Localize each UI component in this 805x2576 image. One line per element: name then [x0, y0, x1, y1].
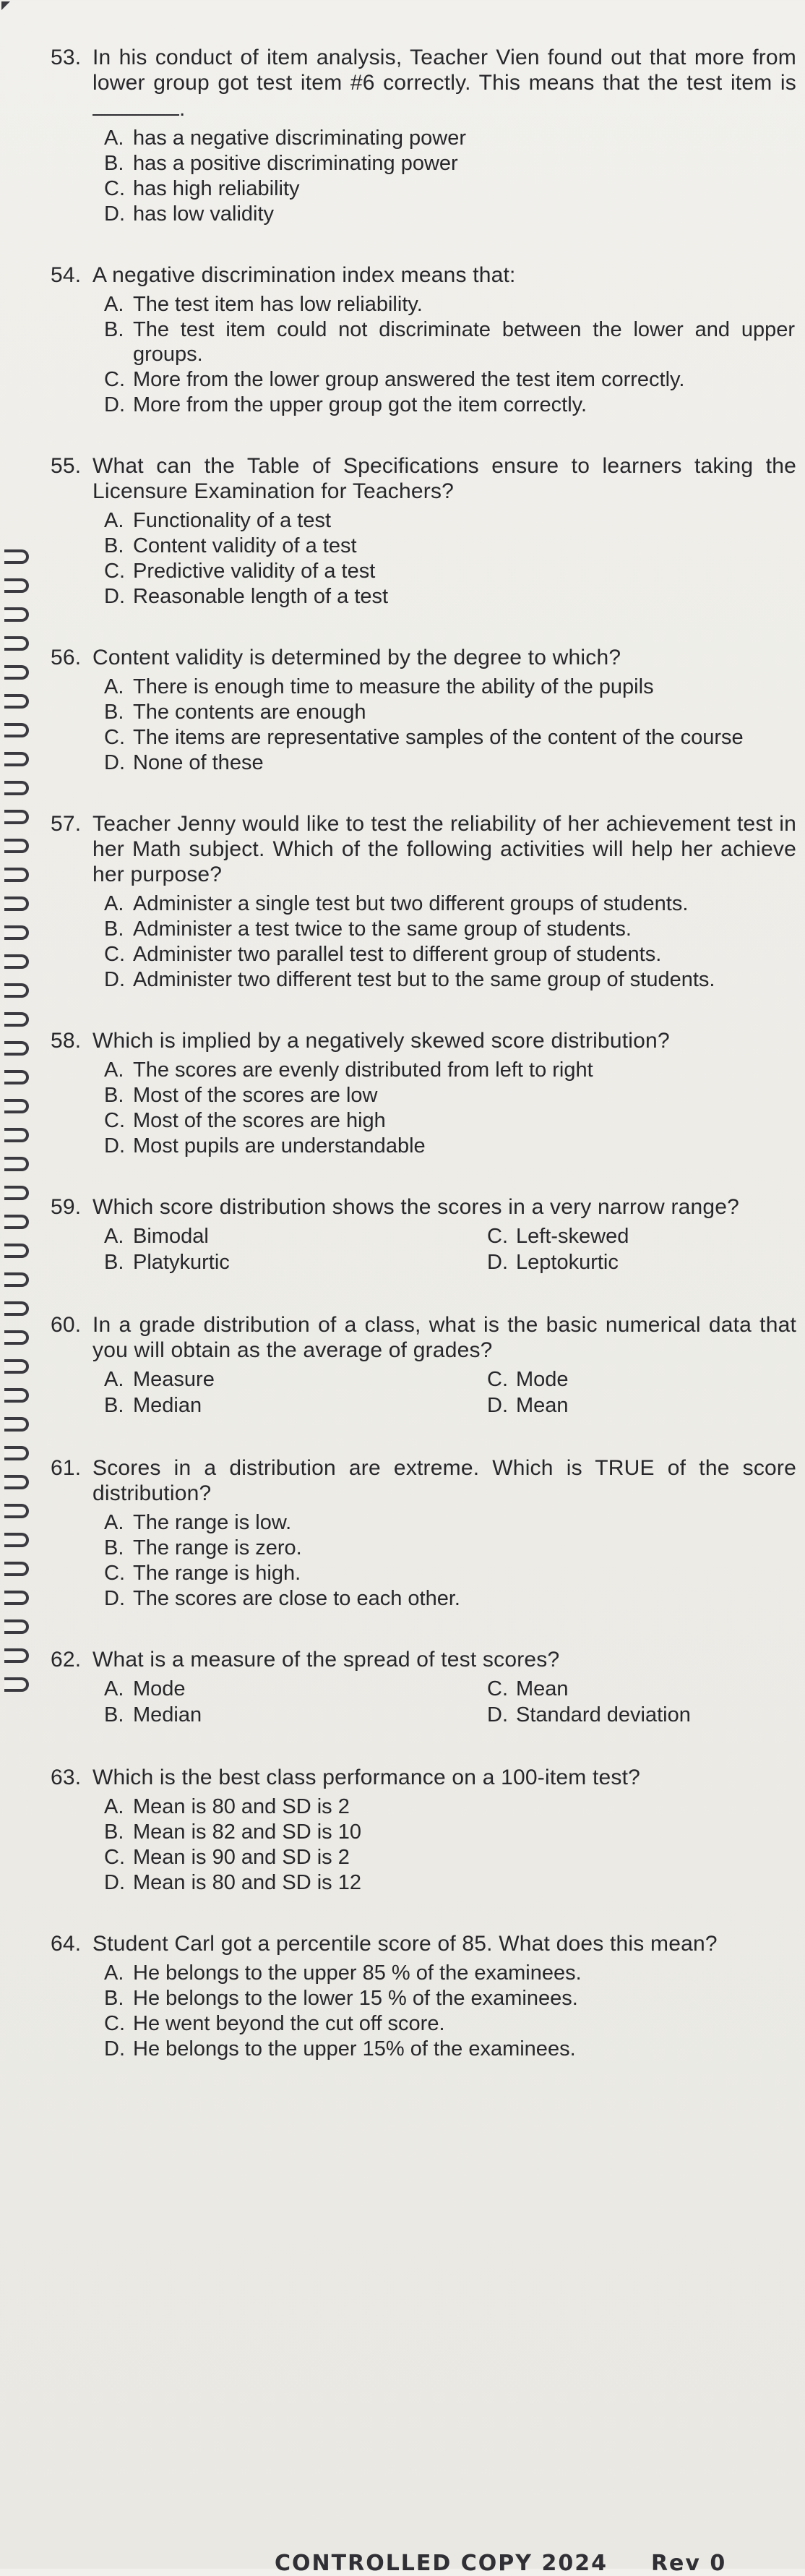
spiral-ring	[4, 868, 29, 882]
spiral-ring	[4, 694, 29, 709]
answer-choice	[92, 700, 802, 724]
choice-letter: D.	[104, 1587, 125, 1610]
choice-text: The test item has low reliability.	[133, 293, 423, 316]
page-corner-mark	[0, 0, 29, 29]
question-item	[51, 453, 802, 609]
choice-letter: B.	[104, 152, 124, 175]
choice-text: There is enough time to measure the ability of the pupils	[133, 675, 654, 698]
spiral-ring	[4, 1330, 29, 1345]
answer-choice	[475, 1367, 779, 1392]
question-stem	[92, 1028, 802, 1053]
question-stem	[92, 1765, 802, 1790]
spiral-ring	[4, 1475, 29, 1489]
choice-text: He went beyond the cut off score.	[133, 2012, 445, 2035]
choice-letter: A.	[104, 892, 124, 915]
question-stem-text: Teacher Jenny would like to test the reliability of her achievement test in her Math subject. Which of the following activities will help her achieve her purpose?	[92, 812, 796, 886]
spiral-ring	[4, 1388, 29, 1403]
choice-text: He belongs to the upper 85 % of the examinees.	[133, 1961, 582, 1985]
choice-letter: C.	[104, 726, 125, 749]
answer-choice	[92, 1820, 802, 1844]
question-header	[51, 45, 802, 121]
choice-list	[92, 1058, 802, 1158]
footer-revision: Rev 0	[650, 2551, 727, 2576]
question-number: 56.	[51, 646, 82, 669]
question-stem-end: .	[179, 97, 186, 121]
choice-letter: A.	[104, 1225, 124, 1248]
choice-text: Mean	[516, 1394, 569, 1417]
spiral-ring	[4, 1417, 29, 1432]
question-stem-text: What is a measure of the spread of test scores?	[92, 1648, 560, 1672]
answer-choice	[92, 1393, 475, 1418]
footer-controlled-copy: CONTROLLED COPY 2024	[275, 2551, 608, 2576]
question-item	[51, 811, 802, 992]
choice-text: Mean is 82 and SD is 10	[133, 1820, 361, 1844]
answer-choice	[92, 1083, 802, 1108]
choice-letter: B.	[104, 917, 124, 941]
spiral-ring	[4, 1677, 29, 1692]
choice-letter: C.	[487, 1225, 508, 1248]
choice-letter: D.	[104, 1871, 125, 1894]
answer-choice	[475, 1677, 779, 1701]
answer-choice	[92, 1536, 802, 1560]
choice-letter: D.	[487, 1251, 508, 1274]
choice-text: Administer a test twice to the same group of students.	[133, 917, 632, 941]
choice-text: More from the upper group got the item correctly.	[133, 393, 587, 416]
choice-text: Platykurtic	[133, 1251, 230, 1274]
answer-choice	[92, 317, 802, 367]
choice-text: Leptokurtic	[516, 1251, 619, 1274]
choice-letter: B.	[104, 1820, 124, 1844]
spiral-ring	[4, 1099, 29, 1113]
choice-letter: B.	[104, 1084, 124, 1107]
choice-text: The test item could not discriminate between the lower and upper groups.	[133, 318, 795, 366]
choice-letter: C.	[104, 1846, 125, 1869]
choice-letter: C.	[104, 560, 125, 583]
question-stem-text: Content validity is determined by the degree to which?	[92, 646, 621, 669]
answer-choice	[92, 1058, 802, 1082]
spiral-ring	[4, 897, 29, 911]
question-sheet	[51, 45, 802, 2097]
question-number: 57.	[51, 812, 82, 836]
spiral-ring	[4, 1215, 29, 1229]
answer-choice	[92, 292, 802, 317]
answer-choice	[92, 1108, 802, 1133]
answer-choice	[92, 1703, 475, 1727]
spiral-ring	[4, 1446, 29, 1460]
answer-choice	[92, 1986, 802, 2011]
choice-text: Mean is 80 and SD is 2	[133, 1795, 350, 1818]
question-header	[51, 1028, 802, 1053]
spiral-ring	[4, 607, 29, 622]
answer-choice	[92, 202, 802, 226]
spiral-ring	[4, 1562, 29, 1576]
question-stem-text: Which score distribution shows the scores in a very narrow range?	[92, 1195, 740, 1219]
question-item	[51, 262, 802, 417]
choice-letter: B.	[104, 1394, 124, 1417]
choice-text: has a negative discriminating power	[133, 127, 467, 150]
choice-text: has a positive discriminating power	[133, 152, 458, 175]
spiral-ring	[4, 1157, 29, 1171]
spiral-ring	[4, 723, 29, 737]
question-header	[51, 1455, 802, 1506]
choice-letter: B.	[104, 1987, 124, 2010]
answer-choice	[92, 176, 802, 201]
question-number: 54.	[51, 263, 82, 287]
choice-text: Administer two different test but to the same group of students.	[133, 968, 715, 991]
question-stem-text: Student Carl got a percentile score of 85. What does this mean?	[92, 1932, 718, 1956]
choice-letter: A.	[104, 1961, 124, 1985]
answer-choice	[92, 1510, 802, 1535]
spiral-ring	[4, 636, 29, 651]
choice-letter: C.	[104, 1562, 125, 1585]
question-item	[51, 1765, 802, 1895]
question-item	[51, 1931, 802, 2061]
question-header	[51, 811, 802, 887]
question-header	[51, 1765, 802, 1790]
choice-letter: C.	[487, 1368, 508, 1391]
answer-choice	[92, 584, 802, 609]
choice-letter: C.	[104, 1109, 125, 1132]
answer-choice	[92, 1367, 475, 1392]
question-number: 63.	[51, 1766, 82, 1789]
choice-letter: A.	[104, 293, 124, 316]
choice-text: Functionality of a test	[133, 509, 332, 532]
spiral-ring	[4, 1272, 29, 1287]
question-number: 64.	[51, 1932, 82, 1956]
spiral-ring	[4, 1012, 29, 1027]
spiral-ring	[4, 1533, 29, 1547]
choice-text: The scores are close to each other.	[133, 1587, 460, 1610]
choice-letter: A.	[104, 509, 124, 532]
answer-choice	[92, 1677, 475, 1701]
spiral-ring	[4, 1619, 29, 1634]
question-number: 53.	[51, 46, 82, 69]
choice-text: Bimodal	[133, 1225, 209, 1248]
question-stem	[92, 1647, 802, 1672]
spiral-ring	[4, 810, 29, 824]
choice-text: Most pupils are understandable	[133, 1134, 426, 1158]
question-stem-text: A negative discrimination index means that:	[92, 263, 516, 287]
choice-text: Administer two parallel test to different group of students.	[133, 943, 662, 966]
choice-letter: A.	[104, 1511, 124, 1534]
footer	[275, 2551, 726, 2576]
choice-list	[92, 508, 802, 609]
question-number: 55.	[51, 454, 82, 478]
choice-list	[92, 891, 802, 992]
answer-choice	[92, 2037, 802, 2061]
answer-choice	[92, 126, 802, 150]
choice-text: Mean is 90 and SD is 2	[133, 1846, 350, 1869]
spiral-ring	[4, 1070, 29, 1084]
choice-text: Median	[133, 1394, 202, 1417]
question-item	[51, 1647, 802, 1729]
choice-list	[92, 1367, 802, 1419]
choice-letter: B.	[104, 701, 124, 724]
choice-text: He belongs to the upper 15% of the examinees.	[133, 2037, 576, 2061]
answer-choice	[92, 508, 802, 533]
choice-text: None of these	[133, 751, 264, 774]
spiral-ring	[4, 1504, 29, 1518]
answer-choice	[92, 967, 802, 992]
choice-text: Most of the scores are high	[133, 1109, 386, 1132]
choice-list	[92, 1510, 802, 1611]
question-header	[51, 1647, 802, 1672]
answer-choice	[92, 151, 802, 176]
choice-text: Left-skewed	[516, 1225, 629, 1248]
answer-choice	[92, 1870, 802, 1895]
choice-letter: A.	[104, 1795, 124, 1818]
choice-letter: D.	[104, 968, 125, 991]
choice-text: He belongs to the lower 15 % of the examinees.	[133, 1987, 578, 2010]
spiral-ring	[4, 1648, 29, 1663]
question-stem	[92, 645, 802, 670]
answer-choice	[92, 1586, 802, 1611]
answer-choice	[92, 1134, 802, 1158]
spiral-ring	[4, 1359, 29, 1374]
choice-list	[92, 675, 802, 775]
choice-letter: A.	[104, 127, 124, 150]
choice-text: The range is low.	[133, 1511, 292, 1534]
question-stem	[92, 1312, 802, 1363]
answer-choice	[475, 1703, 779, 1727]
question-header	[51, 645, 802, 670]
question-number: 60.	[51, 1313, 82, 1337]
answer-choice	[92, 559, 802, 583]
choice-text: Median	[133, 1703, 202, 1726]
question-item	[51, 1312, 802, 1419]
answer-choice	[92, 917, 802, 941]
spiral-ring	[4, 983, 29, 998]
choice-list	[92, 1794, 802, 1895]
choice-text: The scores are evenly distributed from left to right	[133, 1058, 593, 1082]
question-stem-text: Which is the best class performance on a 100-item test?	[92, 1766, 641, 1789]
choice-text: Reasonable length of a test	[133, 585, 389, 608]
choice-text: Most of the scores are low	[133, 1084, 378, 1107]
answer-choice	[92, 942, 802, 967]
choice-text: Mode	[133, 1677, 186, 1700]
answer-choice	[92, 1224, 475, 1249]
question-stem-text: In a grade distribution of a class, what is the basic numerical data that you will obtain as the average of grades?	[92, 1313, 796, 1362]
answer-choice	[475, 1250, 779, 1275]
spiral-ring	[4, 925, 29, 940]
choice-letter: A.	[104, 1677, 124, 1700]
choice-text: The contents are enough	[133, 701, 366, 724]
spiral-ring	[4, 1301, 29, 1316]
question-item	[51, 645, 802, 775]
choice-letter: B.	[104, 1536, 124, 1559]
answer-choice	[92, 534, 802, 558]
answer-choice	[92, 891, 802, 916]
choice-letter: D.	[104, 751, 125, 774]
choice-letter: B.	[104, 534, 124, 557]
choice-text: Mean is 80 and SD is 12	[133, 1871, 361, 1894]
question-number: 59.	[51, 1195, 82, 1219]
answer-choice	[475, 1224, 779, 1249]
choice-letter: C.	[104, 368, 125, 391]
choice-text: has high reliability	[133, 177, 300, 200]
choice-text: Content validity of a test	[133, 534, 357, 557]
question-number: 58.	[51, 1029, 82, 1053]
choice-text: More from the lower group answered the test item correctly.	[133, 368, 685, 391]
question-stem-text: What can the Table of Specifications ensure to learners taking the Licensure Examination for Teachers?	[92, 454, 796, 503]
choice-list	[92, 1224, 802, 1276]
spiral-ring	[4, 839, 29, 853]
choice-text: Measure	[133, 1368, 215, 1391]
answer-choice	[92, 1561, 802, 1586]
choice-letter: B.	[104, 318, 124, 341]
question-header	[51, 1312, 802, 1363]
answer-choice	[92, 367, 802, 392]
spiral-binding	[0, 549, 42, 1721]
spiral-ring	[4, 578, 29, 593]
choice-letter: A.	[104, 675, 124, 698]
choice-letter: C.	[104, 943, 125, 966]
answer-choice	[92, 725, 802, 750]
choice-letter: D.	[104, 585, 125, 608]
choice-letter: D.	[487, 1703, 508, 1726]
question-item	[51, 1028, 802, 1158]
choice-list	[92, 1961, 802, 2061]
choice-text: has low validity	[133, 202, 275, 226]
choice-letter: A.	[104, 1368, 124, 1391]
spiral-ring	[4, 1041, 29, 1056]
choice-letter: B.	[104, 1251, 124, 1274]
question-stem	[92, 262, 802, 288]
choice-text: The range is high.	[133, 1562, 301, 1585]
choice-list	[92, 292, 802, 417]
question-number: 61.	[51, 1456, 82, 1480]
answer-choice	[92, 1250, 475, 1275]
question-number: 62.	[51, 1648, 82, 1672]
spiral-ring	[4, 1244, 29, 1258]
question-stem	[92, 1455, 802, 1506]
choice-letter: D.	[104, 2037, 125, 2061]
question-stem	[92, 1931, 802, 1956]
question-stem-text: Scores in a distribution are extreme. Which is TRUE of the score distribution?	[92, 1456, 796, 1505]
answer-blank	[92, 95, 179, 116]
spiral-ring	[4, 665, 29, 680]
answer-choice	[92, 1794, 802, 1819]
spiral-ring	[4, 1591, 29, 1605]
spiral-ring	[4, 1186, 29, 1200]
question-item	[51, 1194, 802, 1276]
spiral-ring	[4, 954, 29, 969]
question-stem	[92, 453, 802, 504]
choice-letter: B.	[104, 1703, 124, 1726]
choice-letter: D.	[104, 393, 125, 416]
answer-choice	[92, 2011, 802, 2036]
spiral-ring	[4, 781, 29, 795]
choice-letter: D.	[104, 1134, 125, 1158]
spiral-ring	[4, 549, 29, 564]
choice-letter: C.	[104, 2012, 125, 2035]
choice-letter: C.	[487, 1677, 508, 1700]
choice-text: The range is zero.	[133, 1536, 302, 1559]
answer-choice	[92, 1961, 802, 1985]
choice-letter: D.	[104, 202, 125, 226]
question-stem-text: In his conduct of item analysis, Teacher Vien found out that more from lower group got test item #6 correctly. This means that the test item is	[92, 46, 796, 95]
choice-letter: C.	[104, 177, 125, 200]
answer-choice	[475, 1393, 779, 1418]
spiral-ring	[4, 1128, 29, 1142]
choice-letter: A.	[104, 1058, 124, 1082]
choice-text: Mean	[516, 1677, 569, 1700]
question-header	[51, 262, 802, 288]
choice-text: Standard deviation	[516, 1703, 691, 1726]
choice-letter: D.	[487, 1394, 508, 1417]
question-header	[51, 1931, 802, 1956]
question-stem	[92, 1194, 802, 1220]
answer-choice	[92, 1845, 802, 1870]
question-stem-text: Which is implied by a negatively skewed score distribution?	[92, 1029, 670, 1053]
choice-list	[92, 126, 802, 226]
choice-text: The items are representative samples of the content of the course	[133, 726, 744, 749]
choice-list	[92, 1677, 802, 1729]
question-stem	[92, 811, 802, 887]
answer-choice	[92, 750, 802, 775]
question-stem	[92, 45, 802, 121]
question-item	[51, 1455, 802, 1611]
spiral-ring	[4, 752, 29, 766]
choice-text: Predictive validity of a test	[133, 560, 376, 583]
question-header	[51, 1194, 802, 1220]
choice-text: Administer a single test but two different groups of students.	[133, 892, 689, 915]
answer-choice	[92, 393, 802, 417]
answer-choice	[92, 675, 802, 699]
choice-text: Mode	[516, 1368, 569, 1391]
question-header	[51, 453, 802, 504]
question-item	[51, 45, 802, 226]
